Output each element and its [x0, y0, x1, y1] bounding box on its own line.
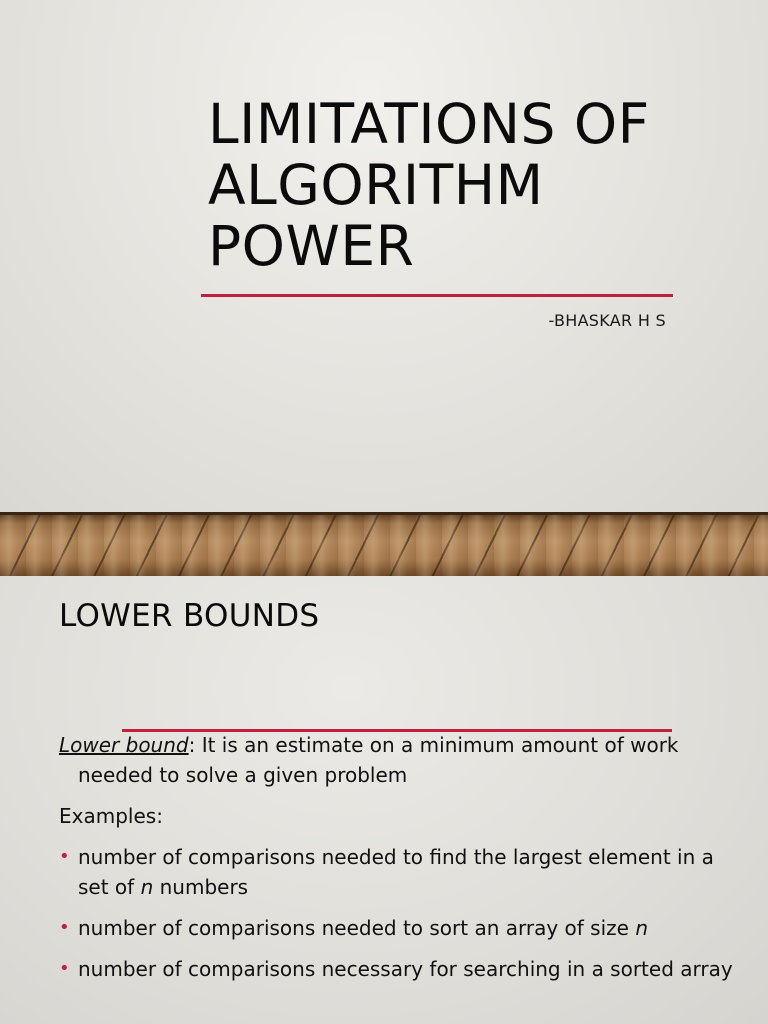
list-item: [59, 842, 749, 902]
definition-term: Lower bound: [59, 733, 189, 757]
bullet-dot-icon: •: [59, 846, 70, 867]
examples-label: Examples:: [59, 804, 163, 828]
bullet-variable: n: [635, 916, 649, 940]
bullet-text: number of comparisons needed to sort an array of size: [78, 916, 636, 940]
title-line-2: ALGORITHM: [208, 153, 544, 217]
bullet-variable: n: [140, 875, 154, 899]
bullet-dot-icon: •: [59, 958, 70, 979]
bullet-text-end: numbers: [153, 875, 249, 899]
definition-paragraph: [59, 730, 749, 790]
slide-heading: LOWER BOUNDS: [59, 598, 320, 634]
author-subtitle: -BHASKAR H S: [548, 311, 666, 330]
slide-body: [59, 730, 749, 995]
bullet-text: number of comparisons necessary for searching in a sorted array: [78, 957, 733, 981]
list-item: [59, 954, 749, 984]
bullet-dot-icon: •: [59, 917, 70, 938]
bullet-text: number of comparisons needed to find the largest element in a set of: [78, 845, 714, 899]
title-line-3: POWER: [208, 214, 415, 278]
title-line-1: LIMITATIONS OF: [208, 92, 650, 156]
slide-title: [208, 94, 748, 277]
floor-edge-divider: [0, 512, 768, 515]
content-slide: [0, 576, 768, 1024]
examples-list: [59, 842, 749, 984]
list-item: [59, 913, 749, 943]
wooden-floor-decoration: [0, 512, 768, 576]
title-accent-divider: [201, 294, 673, 297]
definition-text: : It is an estimate on a minimum amount of work needed to solve a given problem: [78, 733, 679, 787]
